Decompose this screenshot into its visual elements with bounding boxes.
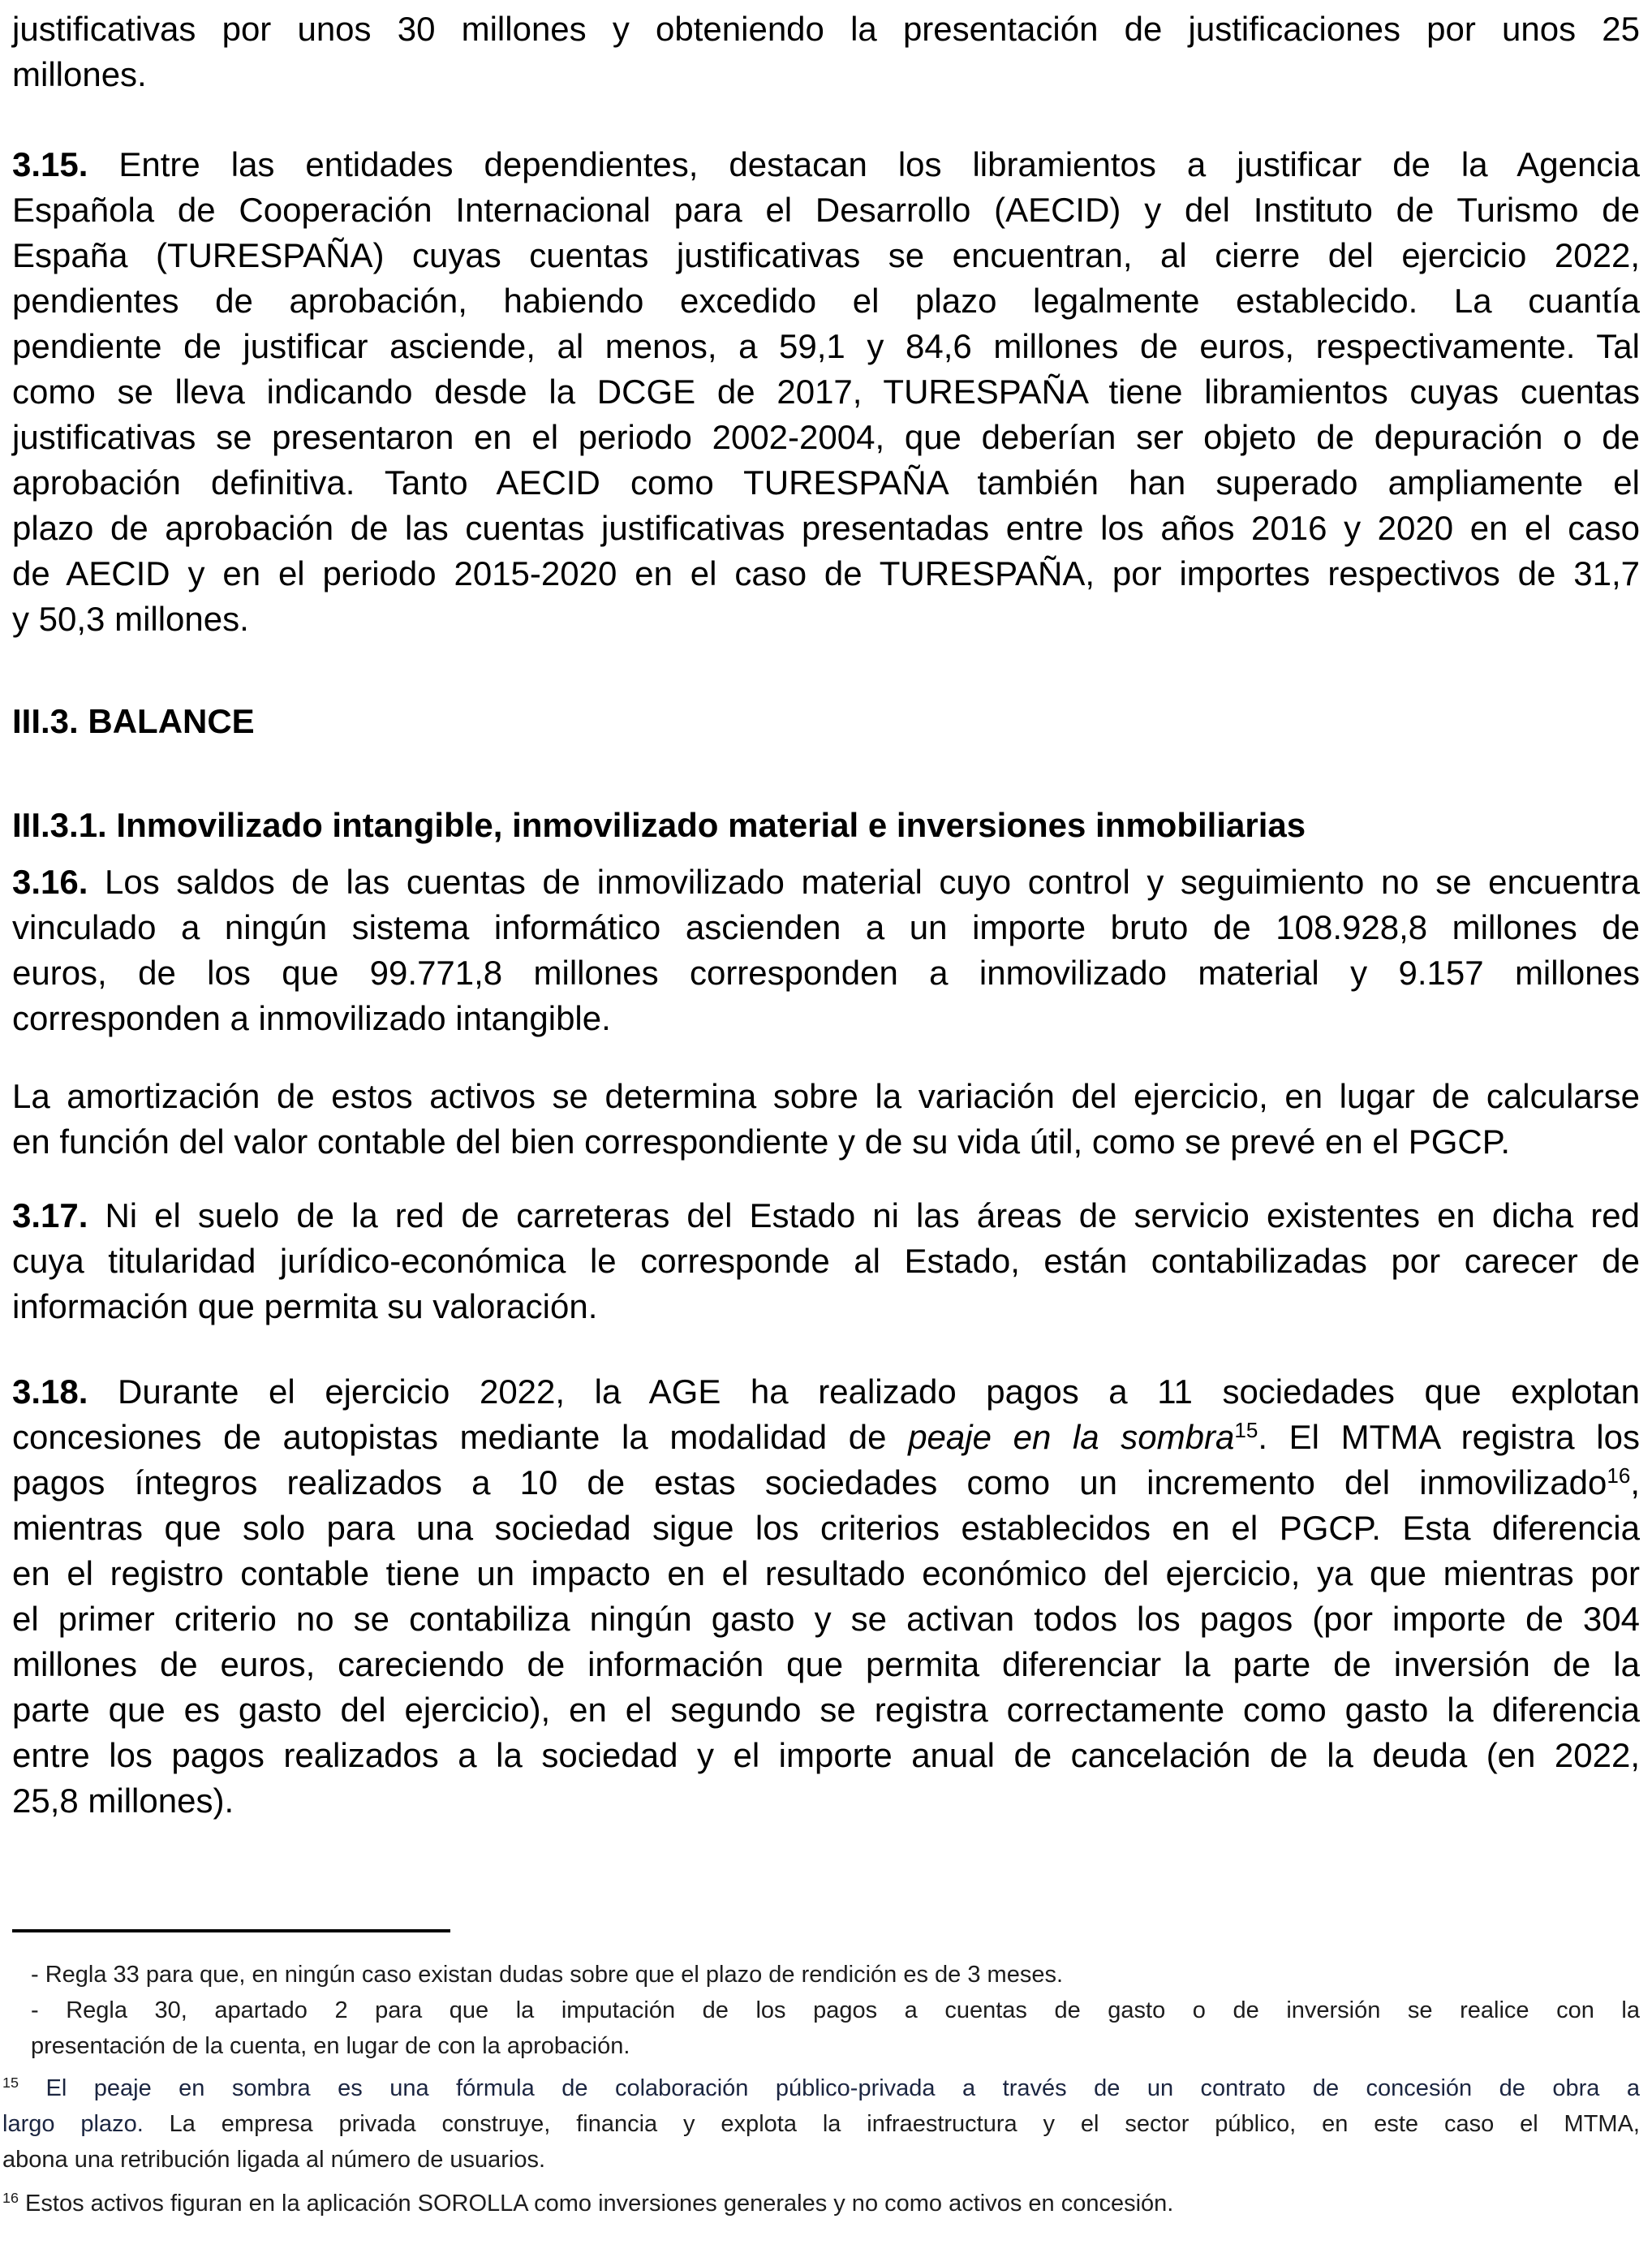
- text-segment: información que permita su valoración.: [12, 1287, 598, 1325]
- footnote-reference: 15: [1234, 1417, 1258, 1442]
- text-segment: Durante el ejercicio 2022, la AGE ha realizado pagos a 11 sociedades que explotan: [88, 1372, 1640, 1411]
- text-line: [12, 905, 1640, 950]
- text-segment: mientras que solo para una sociedad sigue los criterios establecidos en el PGCP. Esta diferencia: [12, 1509, 1640, 1547]
- text-segment: El peaje en sombra es una fórmula de colaboración público-privada a través de un contrato de concesión de obra a: [19, 2075, 1640, 2101]
- text-line: [12, 142, 1640, 187]
- footnote-16: [2, 2186, 1640, 2221]
- text-line: [12, 506, 1640, 551]
- text-line: [12, 278, 1640, 324]
- para-amortizacion: [12, 1074, 1640, 1165]
- text-line: [12, 1415, 1640, 1460]
- para-3-17: [12, 1193, 1640, 1329]
- text-segment: 25,8 millones).: [12, 1782, 234, 1820]
- text-line: [2, 2106, 1640, 2142]
- text-segment: Ni el suelo de la red de carreteras del Estado ni las áreas de servicio existentes en dicha red: [88, 1196, 1640, 1234]
- text-line: [12, 369, 1640, 415]
- text-line: [12, 1284, 1640, 1329]
- text-segment: Española de Cooperación Internacional para el Desarrollo (AECID) y del Instituto de Turismo de: [12, 191, 1640, 229]
- text-line: [12, 1733, 1640, 1778]
- text-segment: 3.18.: [12, 1372, 88, 1411]
- footnote-divider: [12, 1929, 450, 1932]
- text-segment: en función del valor contable del bien correspondiente y de su vida útil, como se prevé en el PGCP.: [12, 1122, 1511, 1161]
- text-line: [12, 1642, 1640, 1687]
- text-line: [12, 1596, 1640, 1642]
- text-line: [24, 1957, 1640, 1993]
- text-segment: 3.17.: [12, 1196, 88, 1234]
- text-segment: cuya titularidad jurídico-económica le corresponde al Estado, están contabilizadas por carecer de: [12, 1242, 1640, 1280]
- text-segment: - Regla 33 para que, en ningún caso existan dudas sobre que el plazo de rendición es de 3 meses.: [31, 1962, 1064, 1988]
- text-line: [12, 324, 1640, 369]
- text-segment: y 50,3 millones.: [12, 600, 249, 638]
- text-line: [12, 233, 1640, 278]
- text-line: [12, 996, 1640, 1041]
- text-segment: La empresa privada construye, financia y explota la infraestructura y el sector público, en este caso el MTMA,: [143, 2111, 1640, 2137]
- text-line: [12, 1778, 1640, 1824]
- text-segment: de AECID y en el periodo 2015-2020 en el caso de TURESPAÑA, por importes respectivos de 31,7: [12, 554, 1640, 592]
- footnote-reference: 16: [1607, 1463, 1631, 1488]
- text-segment: parte que es gasto del ejercicio), en el segundo se registra correctamente como gasto la diferencia: [12, 1691, 1640, 1729]
- heading-iii-3: III.3. BALANCE: [12, 702, 255, 740]
- text-segment: - Regla 30, apartado 2 para que la imputación de los pagos a cuentas de gasto o de inversión se realice con la: [31, 1997, 1640, 2023]
- text-segment: como se lleva indicando desde la DCGE de 2017, TURESPAÑA tiene libramientos cuyas cuentas: [12, 373, 1640, 411]
- text-segment: 3.15.: [12, 145, 88, 183]
- text-segment: Estos activos figuran en la aplicación SOROLLA como inversiones generales y no como activos en concesión.: [19, 2191, 1174, 2217]
- text-segment: peaje en la sombra: [908, 1418, 1235, 1456]
- text-line: [12, 1239, 1640, 1284]
- text-segment: largo plazo.: [2, 2111, 144, 2137]
- text-line: [12, 551, 1640, 597]
- text-segment: aprobación definitiva. Tanto AECID como TURESPAÑA también han superado ampliamente el: [12, 463, 1640, 502]
- heading-iii-3-1: III.3.1. Inmovilizado intangible, inmovilizado material e inversiones inmobiliarias: [12, 806, 1306, 844]
- text-segment: pendientes de aprobación, habiendo excedido el plazo legalmente establecido. La cuantía: [12, 282, 1640, 320]
- para-3-15: [12, 142, 1640, 642]
- text-line: [12, 460, 1640, 506]
- text-segment: . El MTMA registra los: [1258, 1418, 1640, 1456]
- text-segment: plazo de aprobación de las cuentas justificativas presentadas entre los años 2016 y 2020 en el caso: [12, 509, 1640, 547]
- footnote-15: [2, 2070, 1640, 2178]
- text-line: [12, 1687, 1640, 1733]
- text-segment: justificativas se presentaron en el periodo 2002-2004, que deberían ser objeto de depuración o de: [12, 418, 1640, 456]
- footnote-reference: 15: [2, 2075, 19, 2092]
- text-segment: Los saldos de las cuentas de inmovilizado material cuyo control y seguimiento no se encuentra: [88, 863, 1640, 901]
- text-line: [12, 1119, 1640, 1165]
- text-segment: concesiones de autopistas mediante la modalidad de: [12, 1418, 909, 1456]
- text-segment: justificativas por unos 30 millones y obteniendo la presentación de justificaciones por unos 25: [12, 10, 1640, 48]
- text-segment: España (TURESPAÑA) cuyas cuentas justificativas se encuentran, al cierre del ejercicio 2022,: [12, 236, 1640, 274]
- text-line: [12, 6, 1640, 52]
- text-segment: el primer criterio no se contabiliza ningún gasto y se activan todos los pagos (por importe de 304: [12, 1600, 1640, 1638]
- text-segment: pagos íntegros realizados a 10 de estas sociedades como un incremento del inmovilizado: [12, 1463, 1607, 1501]
- text-line: [12, 52, 1640, 97]
- text-segment: ,: [1630, 1463, 1640, 1501]
- text-line: [12, 1506, 1640, 1551]
- text-segment: entre los pagos realizados a la sociedad y el importe anual de cancelación de la deuda (en 2022,: [12, 1736, 1640, 1774]
- text-line: [12, 597, 1640, 642]
- text-line: [12, 1074, 1640, 1119]
- text-segment: pendiente de justificar asciende, al menos, a 59,1 y 84,6 millones de euros, respectivamente. Tal: [12, 327, 1640, 365]
- text-segment: presentación de la cuenta, en lugar de con la aprobación.: [31, 2033, 630, 2059]
- text-segment: en el registro contable tiene un impacto en el resultado económico del ejercicio, ya que mientras por: [12, 1554, 1640, 1592]
- para-intro: [12, 6, 1640, 97]
- text-line: [24, 1993, 1640, 2028]
- text-segment: euros, de los que 99.771,8 millones corresponden a inmovilizado material y 9.157 millones: [12, 954, 1640, 992]
- text-line: [12, 860, 1640, 905]
- text-segment: corresponden a inmovilizado intangible.: [12, 999, 611, 1037]
- text-segment: vinculado a ningún sistema informático ascienden a un importe bruto de 108.928,8 millones de: [12, 908, 1640, 946]
- text-line: [12, 415, 1640, 460]
- text-line: [2, 2070, 1640, 2106]
- para-3-16: [12, 860, 1640, 1041]
- text-line: [24, 2028, 1640, 2064]
- text-line: [2, 2186, 1640, 2221]
- text-segment: millones de euros, careciendo de información que permita diferenciar la parte de inversión de la: [12, 1645, 1640, 1683]
- text-line: [12, 1551, 1640, 1596]
- text-line: [12, 187, 1640, 233]
- text-line: [12, 1369, 1640, 1415]
- text-segment: 3.16.: [12, 863, 88, 901]
- para-3-18: [12, 1369, 1640, 1824]
- text-line: [12, 950, 1640, 996]
- text-segment: millones.: [12, 55, 147, 93]
- footnote-reference: 16: [2, 2190, 19, 2207]
- text-line: [2, 2142, 1640, 2178]
- text-segment: Entre las entidades dependientes, destacan los libramientos a justificar de la Agencia: [88, 145, 1640, 183]
- text-line: [12, 1460, 1640, 1506]
- footnote-regla-33: [24, 1957, 1640, 1993]
- text-line: [12, 1193, 1640, 1239]
- text-segment: abona una retribución ligada al número de usuarios.: [2, 2147, 546, 2173]
- footnote-regla-30: [24, 1993, 1640, 2064]
- text-segment: La amortización de estos activos se determina sobre la variación del ejercicio, en lugar de calcularse: [12, 1077, 1640, 1115]
